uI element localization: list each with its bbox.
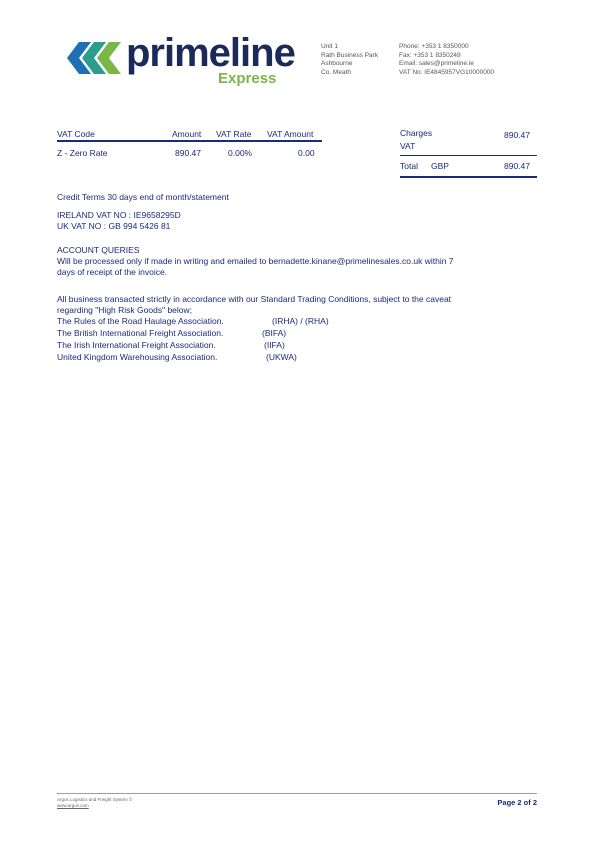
logo-subtitle: Express [218,70,277,87]
credit-terms: Credit Terms 30 days end of month/statement [57,192,229,202]
account-queries-text: days of receipt of the invoice. [57,267,168,277]
vat-amount-cell: 0.00 [298,148,315,158]
contact-line: VAT No: IE4845957VG10000000 [399,68,495,76]
total-label: Total [400,161,418,171]
table-header-rule [57,140,322,142]
contact-line: Email: sales@primeline.ie [399,60,474,67]
vat-amount-header: VAT Amount [267,129,314,139]
total-rule [400,176,537,178]
page-number: Page 2 of 2 [497,798,537,807]
footer-rule [57,793,537,794]
vat-rate-header: VAT Rate [216,129,252,139]
charges-value: 890.47 [504,130,530,140]
association-name: The Irish International Freight Association. [57,340,216,350]
address-line: Rath Business Park [321,51,379,59]
trading-conditions-text: All business transacted strictly in accordance with our Standard Trading Conditions, subject to the caveat [57,294,452,304]
amount-header: Amount [172,129,202,139]
address-line: Ashbourne [321,60,353,67]
association-name: The British International Freight Association. [57,328,224,338]
footer-credit-line: Argos Logistics and Freight System © [57,797,133,802]
account-queries-text: Will be processed only if made in writing and emailed to bernadette.kinane@primelinesales.co.uk within 7 [57,256,454,266]
trading-conditions-text: regarding "High Risk Goods" below; [57,305,193,315]
amount-cell: 890.47 [175,148,201,158]
association-name: The Rules of the Road Haulage Association. [57,316,224,326]
uk-vat-number: UK VAT NO : GB 994 5426 81 [57,221,171,231]
currency-label: GBP [431,161,449,171]
company-contact [399,43,494,77]
association-abbr: (BIFA) [262,328,287,338]
association-abbr: (UKWA) [266,352,297,362]
vat-label: VAT [400,141,416,151]
ireland-vat-number: IRELAND VAT NO : IE9658295D [57,210,181,220]
footer-credit [57,797,132,809]
charges-label: Charges [400,128,433,138]
primeline-logo-icon [67,38,121,78]
summary-rule [400,155,537,156]
association-abbr: (IIFA) [264,340,285,350]
vat-rate-cell: 0.00% [228,148,253,158]
footer-link[interactable]: www.argos.com [57,803,89,808]
association-name: United Kingdom Warehousing Association. [57,352,218,362]
account-queries-heading: ACCOUNT QUERIES [57,245,140,255]
vat-code-header: VAT Code [57,129,95,139]
total-value: 890.47 [504,161,530,171]
contact-line: Fax: +353 1 8350249 [399,51,461,59]
address-line: Co. Meath [321,68,351,76]
company-address [321,43,378,77]
vat-code-cell: Z - Zero Rate [57,148,108,158]
logo-wordmark: primeline [126,31,295,75]
contact-line: Phone: +353 1 8350000 [399,43,469,50]
association-abbr: (IRHA) / (RHA) [272,316,329,326]
address-line: Unit 1 [321,43,338,50]
